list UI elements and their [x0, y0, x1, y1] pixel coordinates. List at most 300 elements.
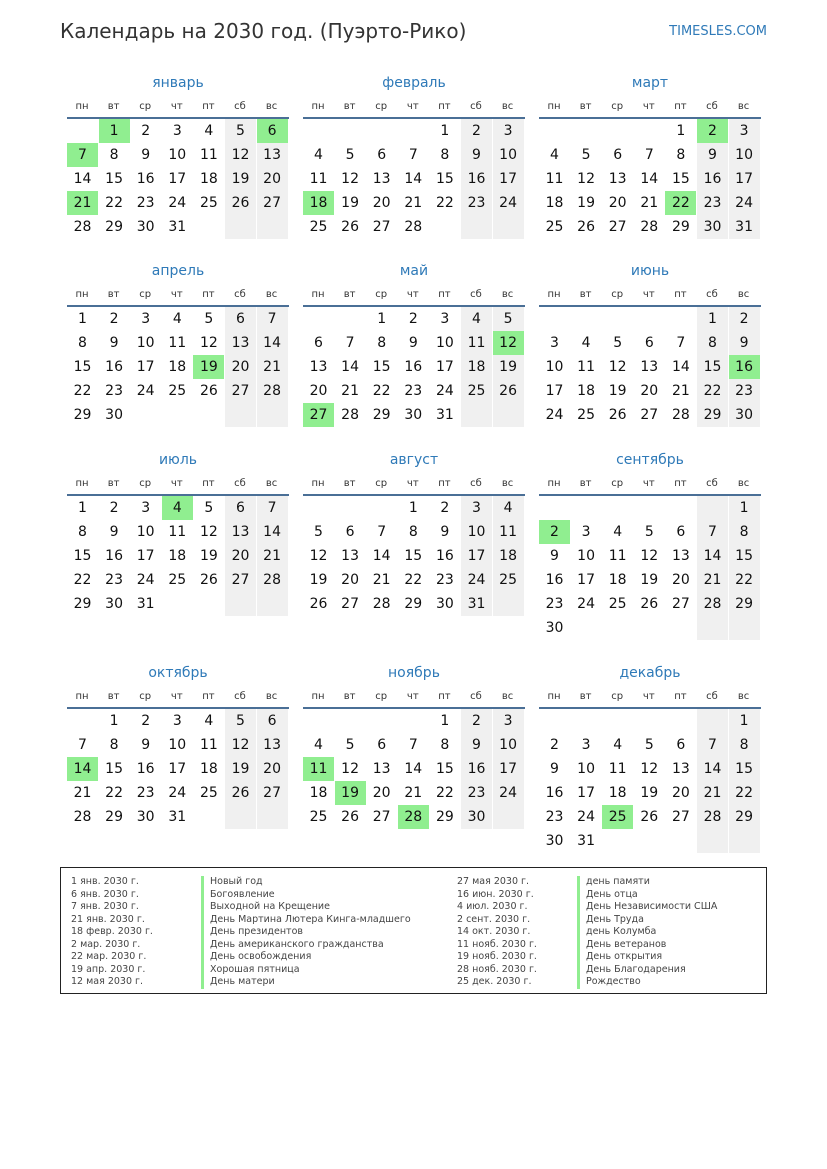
day-cell: 9	[550, 761, 559, 777]
day-cell: 18	[545, 195, 564, 211]
weekday-header: сб	[234, 101, 246, 112]
day-cell: 27	[372, 809, 391, 825]
day-cell: 28	[257, 379, 288, 403]
day-cell: 23	[461, 781, 492, 805]
day-cell: 30	[461, 805, 492, 829]
day-cell: 6	[314, 335, 323, 351]
day-cell: 19	[225, 757, 256, 781]
weekday-header: вс	[501, 101, 514, 112]
legend-date: 18 февр. 2030 г.	[71, 926, 153, 937]
holiday-day-cell: 14	[67, 757, 98, 781]
day-cell: 16	[545, 785, 564, 801]
day-cell: 24	[577, 809, 595, 825]
weekday-header: сб	[706, 289, 718, 300]
day-cell: 2	[729, 307, 760, 331]
day-cell: 7	[408, 147, 418, 163]
day-cell: 27	[608, 219, 627, 235]
weekday-header: ср	[611, 478, 624, 489]
day-cell: 5	[314, 524, 323, 540]
day-cell: 27	[640, 407, 659, 423]
legend-holiday-name: День ветеранов	[577, 939, 666, 952]
day-cell: 7	[78, 737, 87, 753]
day-cell: 30	[105, 596, 123, 612]
day-cell: 18	[168, 548, 187, 564]
weekend-empty-cell	[697, 496, 728, 520]
holiday-day-cell: 2	[697, 119, 728, 143]
day-cell: 12	[225, 733, 256, 757]
weekday-header: вс	[501, 289, 514, 300]
day-cell: 8	[729, 733, 760, 757]
day-cell: 24	[729, 191, 760, 215]
day-cell: 21	[73, 785, 92, 801]
day-cell: 19	[640, 572, 659, 588]
legend-date: 28 нояб. 2030 г.	[457, 963, 537, 975]
day-cell: 23	[461, 191, 492, 215]
day-cell: 23	[404, 383, 423, 399]
day-cell: 17	[729, 167, 760, 191]
day-cell: 7	[408, 737, 418, 753]
weekday-header: вт	[107, 691, 120, 702]
day-cell: 3	[461, 496, 492, 520]
day-cell: 10	[493, 143, 524, 167]
month-name: июль	[158, 452, 198, 468]
legend-holiday-name: Рождество	[577, 976, 641, 989]
day-cell: 10	[435, 335, 454, 351]
weekend-empty-cell	[729, 829, 760, 853]
weekend-empty-cell	[493, 403, 524, 427]
legend-holiday-name: День Мартина Лютера Кинга-младшего	[201, 914, 411, 927]
day-cell: 2	[461, 119, 492, 143]
day-cell: 31	[435, 407, 454, 423]
day-cell: 26	[225, 191, 256, 215]
day-cell: 15	[435, 171, 454, 187]
day-cell: 2	[141, 123, 151, 139]
day-cell: 20	[372, 195, 391, 211]
weekend-empty-cell	[461, 403, 492, 427]
weekday-header: вс	[501, 478, 514, 489]
day-cell: 17	[136, 548, 155, 564]
weekday-header: чт	[642, 691, 655, 702]
weekend-empty-cell	[697, 709, 728, 733]
weekday-header: сб	[470, 478, 482, 489]
day-cell: 12	[640, 548, 659, 564]
legend-date: 22 мар. 2030 г.	[71, 951, 147, 962]
day-cell: 8	[440, 147, 450, 163]
holiday-day-cell: 27	[303, 403, 334, 427]
legend-date: 7 янв. 2030 г.	[71, 901, 139, 912]
month-name: сентябрь	[616, 452, 684, 468]
day-cell: 3	[581, 524, 591, 540]
day-cell: 15	[372, 359, 391, 375]
day-cell: 12	[199, 524, 218, 540]
legend-holiday-name: День матери	[201, 976, 275, 989]
weekday-header: пн	[75, 289, 89, 300]
weekday-header: пн	[547, 289, 561, 300]
legend-holiday-name: Выходной на Крещение	[201, 901, 330, 914]
day-cell: 26	[640, 596, 659, 612]
day-cell: 5	[345, 737, 355, 753]
day-cell: 13	[640, 359, 659, 375]
day-cell: 20	[225, 355, 256, 379]
day-cell: 4	[204, 123, 214, 139]
day-cell: 7	[257, 307, 288, 331]
day-cell: 3	[141, 311, 151, 327]
day-cell: 4	[581, 335, 591, 351]
legend-holiday-name: День американского гражданства	[201, 939, 384, 952]
weekday-header: чт	[406, 478, 419, 489]
page-title: Календарь на 2030 год. (Пуэрто-Рико)	[60, 19, 467, 43]
day-cell: 24	[493, 781, 524, 805]
legend-date: 14 окт. 2030 г.	[457, 926, 531, 937]
day-cell: 11	[199, 147, 218, 163]
weekday-header: чт	[642, 478, 655, 489]
day-cell: 12	[341, 171, 359, 187]
day-cell: 23	[136, 195, 155, 211]
day-cell: 1	[78, 500, 87, 516]
day-cell: 11	[493, 520, 524, 544]
day-cell: 27	[257, 191, 288, 215]
day-cell: 16	[105, 359, 123, 375]
weekend-empty-cell	[257, 592, 288, 616]
weekday-header: сб	[706, 691, 718, 702]
legend-date: 11 нояб. 2030 г.	[457, 938, 537, 950]
weekday-header: вс	[265, 289, 278, 300]
day-cell: 23	[105, 572, 123, 588]
day-cell: 20	[257, 167, 288, 191]
weekday-header: чт	[642, 101, 655, 112]
day-cell: 30	[545, 620, 564, 636]
day-cell: 24	[136, 572, 155, 588]
day-cell: 22	[729, 781, 760, 805]
weekday-header: вт	[107, 478, 120, 489]
day-cell: 9	[697, 143, 728, 167]
day-cell: 24	[136, 383, 155, 399]
weekend-empty-cell	[225, 592, 256, 616]
day-cell: 16	[105, 548, 123, 564]
day-cell: 11	[577, 359, 595, 375]
day-cell: 26	[577, 219, 595, 235]
weekday-header: вт	[107, 289, 120, 300]
day-cell: 6	[644, 335, 654, 351]
day-cell: 31	[729, 215, 760, 239]
holiday-day-cell: 19	[193, 355, 224, 379]
month-name: август	[389, 452, 439, 468]
day-cell: 27	[257, 781, 288, 805]
legend-holiday-name: День Труда	[577, 914, 644, 927]
day-cell: 3	[172, 713, 182, 729]
holiday-day-cell: 4	[162, 496, 193, 520]
weekday-header: вс	[737, 478, 750, 489]
day-cell: 13	[372, 171, 391, 187]
weekday-header: вт	[343, 101, 356, 112]
legend-holiday-name: Богоявление	[201, 889, 275, 902]
day-cell: 28	[341, 407, 359, 423]
weekday-header: чт	[642, 289, 655, 300]
day-cell: 19	[608, 383, 627, 399]
day-cell: 21	[372, 572, 391, 588]
weekend-empty-cell	[225, 215, 256, 239]
legend-holiday-name: День президентов	[201, 926, 303, 939]
day-cell: 17	[435, 359, 454, 375]
day-cell: 15	[697, 355, 728, 379]
legend-date: 12 мая 2030 г.	[71, 976, 144, 987]
day-cell: 26	[225, 781, 256, 805]
weekday-header: сб	[470, 289, 482, 300]
day-cell: 31	[461, 592, 492, 616]
day-cell: 10	[136, 524, 155, 540]
day-cell: 15	[729, 544, 760, 568]
day-cell: 8	[729, 520, 760, 544]
day-cell: 4	[204, 713, 214, 729]
day-cell: 6	[377, 737, 387, 753]
day-cell: 10	[168, 737, 187, 753]
day-cell: 24	[577, 596, 595, 612]
weekday-header: пн	[75, 691, 89, 702]
holiday-day-cell: 11	[303, 757, 334, 781]
holiday-legend	[60, 867, 767, 994]
day-cell: 16	[435, 548, 454, 564]
weekday-header: ср	[139, 691, 152, 702]
day-cell: 8	[408, 524, 418, 540]
day-cell: 5	[204, 311, 214, 327]
day-cell: 29	[404, 596, 423, 612]
day-cell: 23	[435, 572, 454, 588]
day-cell: 4	[461, 307, 492, 331]
weekday-header: чт	[170, 101, 183, 112]
day-cell: 25	[493, 568, 524, 592]
day-cell: 6	[225, 307, 256, 331]
day-cell: 25	[608, 596, 627, 612]
day-cell: 23	[545, 809, 564, 825]
day-cell: 14	[257, 331, 288, 355]
day-cell: 11	[168, 335, 187, 351]
day-cell: 5	[225, 119, 256, 143]
day-cell: 9	[440, 524, 450, 540]
day-cell: 29	[697, 403, 728, 427]
legend-date: 19 нояб. 2030 г.	[457, 951, 537, 962]
weekend-empty-cell	[493, 592, 524, 616]
day-cell: 21	[404, 195, 423, 211]
weekday-header: пт	[438, 478, 451, 489]
day-cell: 6	[225, 496, 256, 520]
day-cell: 1	[440, 123, 450, 139]
day-cell: 2	[109, 311, 119, 327]
day-cell: 1	[109, 713, 119, 729]
day-cell: 29	[671, 219, 690, 235]
day-cell: 28	[73, 809, 92, 825]
day-cell: 27	[225, 379, 256, 403]
day-cell: 13	[341, 548, 359, 564]
day-cell: 29	[729, 592, 760, 616]
day-cell: 10	[729, 143, 760, 167]
day-cell: 14	[341, 359, 359, 375]
day-cell: 9	[141, 147, 151, 163]
weekday-header: пн	[75, 101, 89, 112]
weekday-header: пт	[674, 478, 687, 489]
day-cell: 9	[461, 733, 492, 757]
day-cell: 22	[372, 383, 391, 399]
day-cell: 2	[550, 737, 559, 753]
month-name: март	[631, 75, 669, 91]
day-cell: 5	[613, 335, 623, 351]
day-cell: 26	[640, 809, 659, 825]
day-cell: 16	[697, 167, 728, 191]
day-cell: 14	[697, 757, 728, 781]
day-cell: 8	[78, 335, 87, 351]
day-cell: 9	[408, 335, 418, 351]
day-cell: 1	[697, 307, 728, 331]
day-cell: 30	[435, 596, 454, 612]
weekend-empty-cell	[225, 805, 256, 829]
weekday-header: ср	[139, 478, 152, 489]
day-cell: 26	[341, 219, 359, 235]
day-cell: 21	[640, 195, 659, 211]
weekday-header: вс	[501, 691, 514, 702]
day-cell: 14	[404, 171, 423, 187]
day-cell: 22	[404, 572, 423, 588]
day-cell: 29	[372, 407, 391, 423]
day-cell: 5	[204, 500, 214, 516]
day-cell: 15	[105, 171, 123, 187]
day-cell: 10	[545, 359, 564, 375]
day-cell: 13	[257, 143, 288, 167]
day-cell: 28	[640, 219, 659, 235]
day-cell: 7	[644, 147, 654, 163]
holiday-day-cell: 18	[303, 191, 334, 215]
holiday-day-cell: 25	[602, 805, 633, 829]
day-cell: 6	[377, 147, 387, 163]
day-cell: 17	[168, 761, 187, 777]
day-cell: 19	[309, 572, 328, 588]
day-cell: 13	[372, 761, 391, 777]
day-cell: 14	[640, 171, 659, 187]
day-cell: 4	[550, 147, 559, 163]
day-cell: 2	[408, 311, 418, 327]
weekday-header: пт	[438, 101, 451, 112]
day-cell: 1	[408, 500, 418, 516]
legend-date: 1 янв. 2030 г.	[71, 876, 139, 887]
month-name: январь	[152, 75, 204, 91]
day-cell: 25	[309, 809, 328, 825]
weekday-header: вт	[107, 101, 120, 112]
weekday-header: пт	[202, 289, 215, 300]
day-cell: 12	[341, 761, 359, 777]
day-cell: 11	[461, 331, 492, 355]
day-cell: 8	[109, 737, 119, 753]
day-cell: 17	[168, 171, 187, 187]
day-cell: 23	[729, 379, 760, 403]
weekend-empty-cell	[257, 403, 288, 427]
legend-date: 27 мая 2030 г.	[457, 876, 530, 887]
weekday-header: сб	[470, 101, 482, 112]
weekday-header: вт	[579, 691, 592, 702]
day-cell: 22	[435, 195, 454, 211]
weekday-header: пн	[547, 101, 561, 112]
day-cell: 13	[309, 359, 328, 375]
day-cell: 4	[613, 524, 623, 540]
day-cell: 20	[372, 785, 391, 801]
weekday-header: сб	[706, 101, 718, 112]
day-cell: 28	[404, 219, 423, 235]
day-cell: 11	[608, 761, 627, 777]
day-cell: 28	[372, 596, 391, 612]
day-cell: 23	[697, 191, 728, 215]
day-cell: 20	[671, 785, 690, 801]
weekday-header: пт	[438, 691, 451, 702]
weekday-header: пн	[311, 691, 325, 702]
day-cell: 27	[671, 596, 690, 612]
day-cell: 12	[608, 359, 627, 375]
weekday-header: сб	[234, 691, 246, 702]
weekday-header: ср	[375, 289, 388, 300]
day-cell: 14	[372, 548, 391, 564]
weekday-header: пт	[674, 101, 687, 112]
day-cell: 15	[435, 761, 454, 777]
day-cell: 12	[577, 171, 595, 187]
day-cell: 19	[341, 195, 359, 211]
weekday-header: пн	[311, 289, 325, 300]
day-cell: 15	[73, 359, 92, 375]
holiday-day-cell: 19	[335, 781, 366, 805]
day-cell: 29	[73, 596, 92, 612]
weekday-header: чт	[170, 478, 183, 489]
brand-link[interactable]: TIMESLES.COM	[669, 24, 767, 39]
day-cell: 15	[73, 548, 92, 564]
day-cell: 16	[545, 572, 564, 588]
holiday-day-cell: 21	[67, 191, 98, 215]
holiday-day-cell: 22	[665, 191, 696, 215]
day-cell: 30	[545, 833, 564, 849]
day-cell: 3	[581, 737, 591, 753]
day-cell: 23	[105, 383, 123, 399]
day-cell: 31	[577, 833, 595, 849]
day-cell: 12	[309, 548, 328, 564]
legend-holiday-name: День открытия	[577, 951, 662, 964]
weekday-header: ср	[375, 478, 388, 489]
day-cell: 11	[545, 171, 564, 187]
day-cell: 11	[199, 737, 218, 753]
month-name: июнь	[630, 263, 670, 279]
day-cell: 4	[493, 496, 524, 520]
day-cell: 3	[729, 119, 760, 143]
day-cell: 16	[461, 167, 492, 191]
day-cell: 26	[608, 407, 627, 423]
day-cell: 5	[581, 147, 591, 163]
day-cell: 31	[136, 596, 155, 612]
day-cell: 21	[697, 568, 728, 592]
day-cell: 1	[78, 311, 87, 327]
day-cell: 25	[168, 572, 187, 588]
weekday-header: пн	[311, 101, 325, 112]
weekday-header: чт	[170, 289, 183, 300]
weekend-empty-cell	[257, 805, 288, 829]
day-cell: 24	[168, 785, 187, 801]
weekday-header: ср	[139, 101, 152, 112]
weekend-empty-cell	[461, 215, 492, 239]
day-cell: 27	[671, 809, 690, 825]
weekday-header: вт	[579, 101, 592, 112]
day-cell: 31	[168, 219, 187, 235]
day-cell: 12	[640, 761, 659, 777]
weekday-header: ср	[611, 289, 624, 300]
day-cell: 30	[105, 407, 123, 423]
day-cell: 17	[577, 572, 595, 588]
holiday-day-cell: 2	[539, 520, 570, 544]
day-cell: 16	[461, 757, 492, 781]
day-cell: 14	[697, 544, 728, 568]
weekday-header: вс	[265, 691, 278, 702]
day-cell: 3	[172, 123, 182, 139]
